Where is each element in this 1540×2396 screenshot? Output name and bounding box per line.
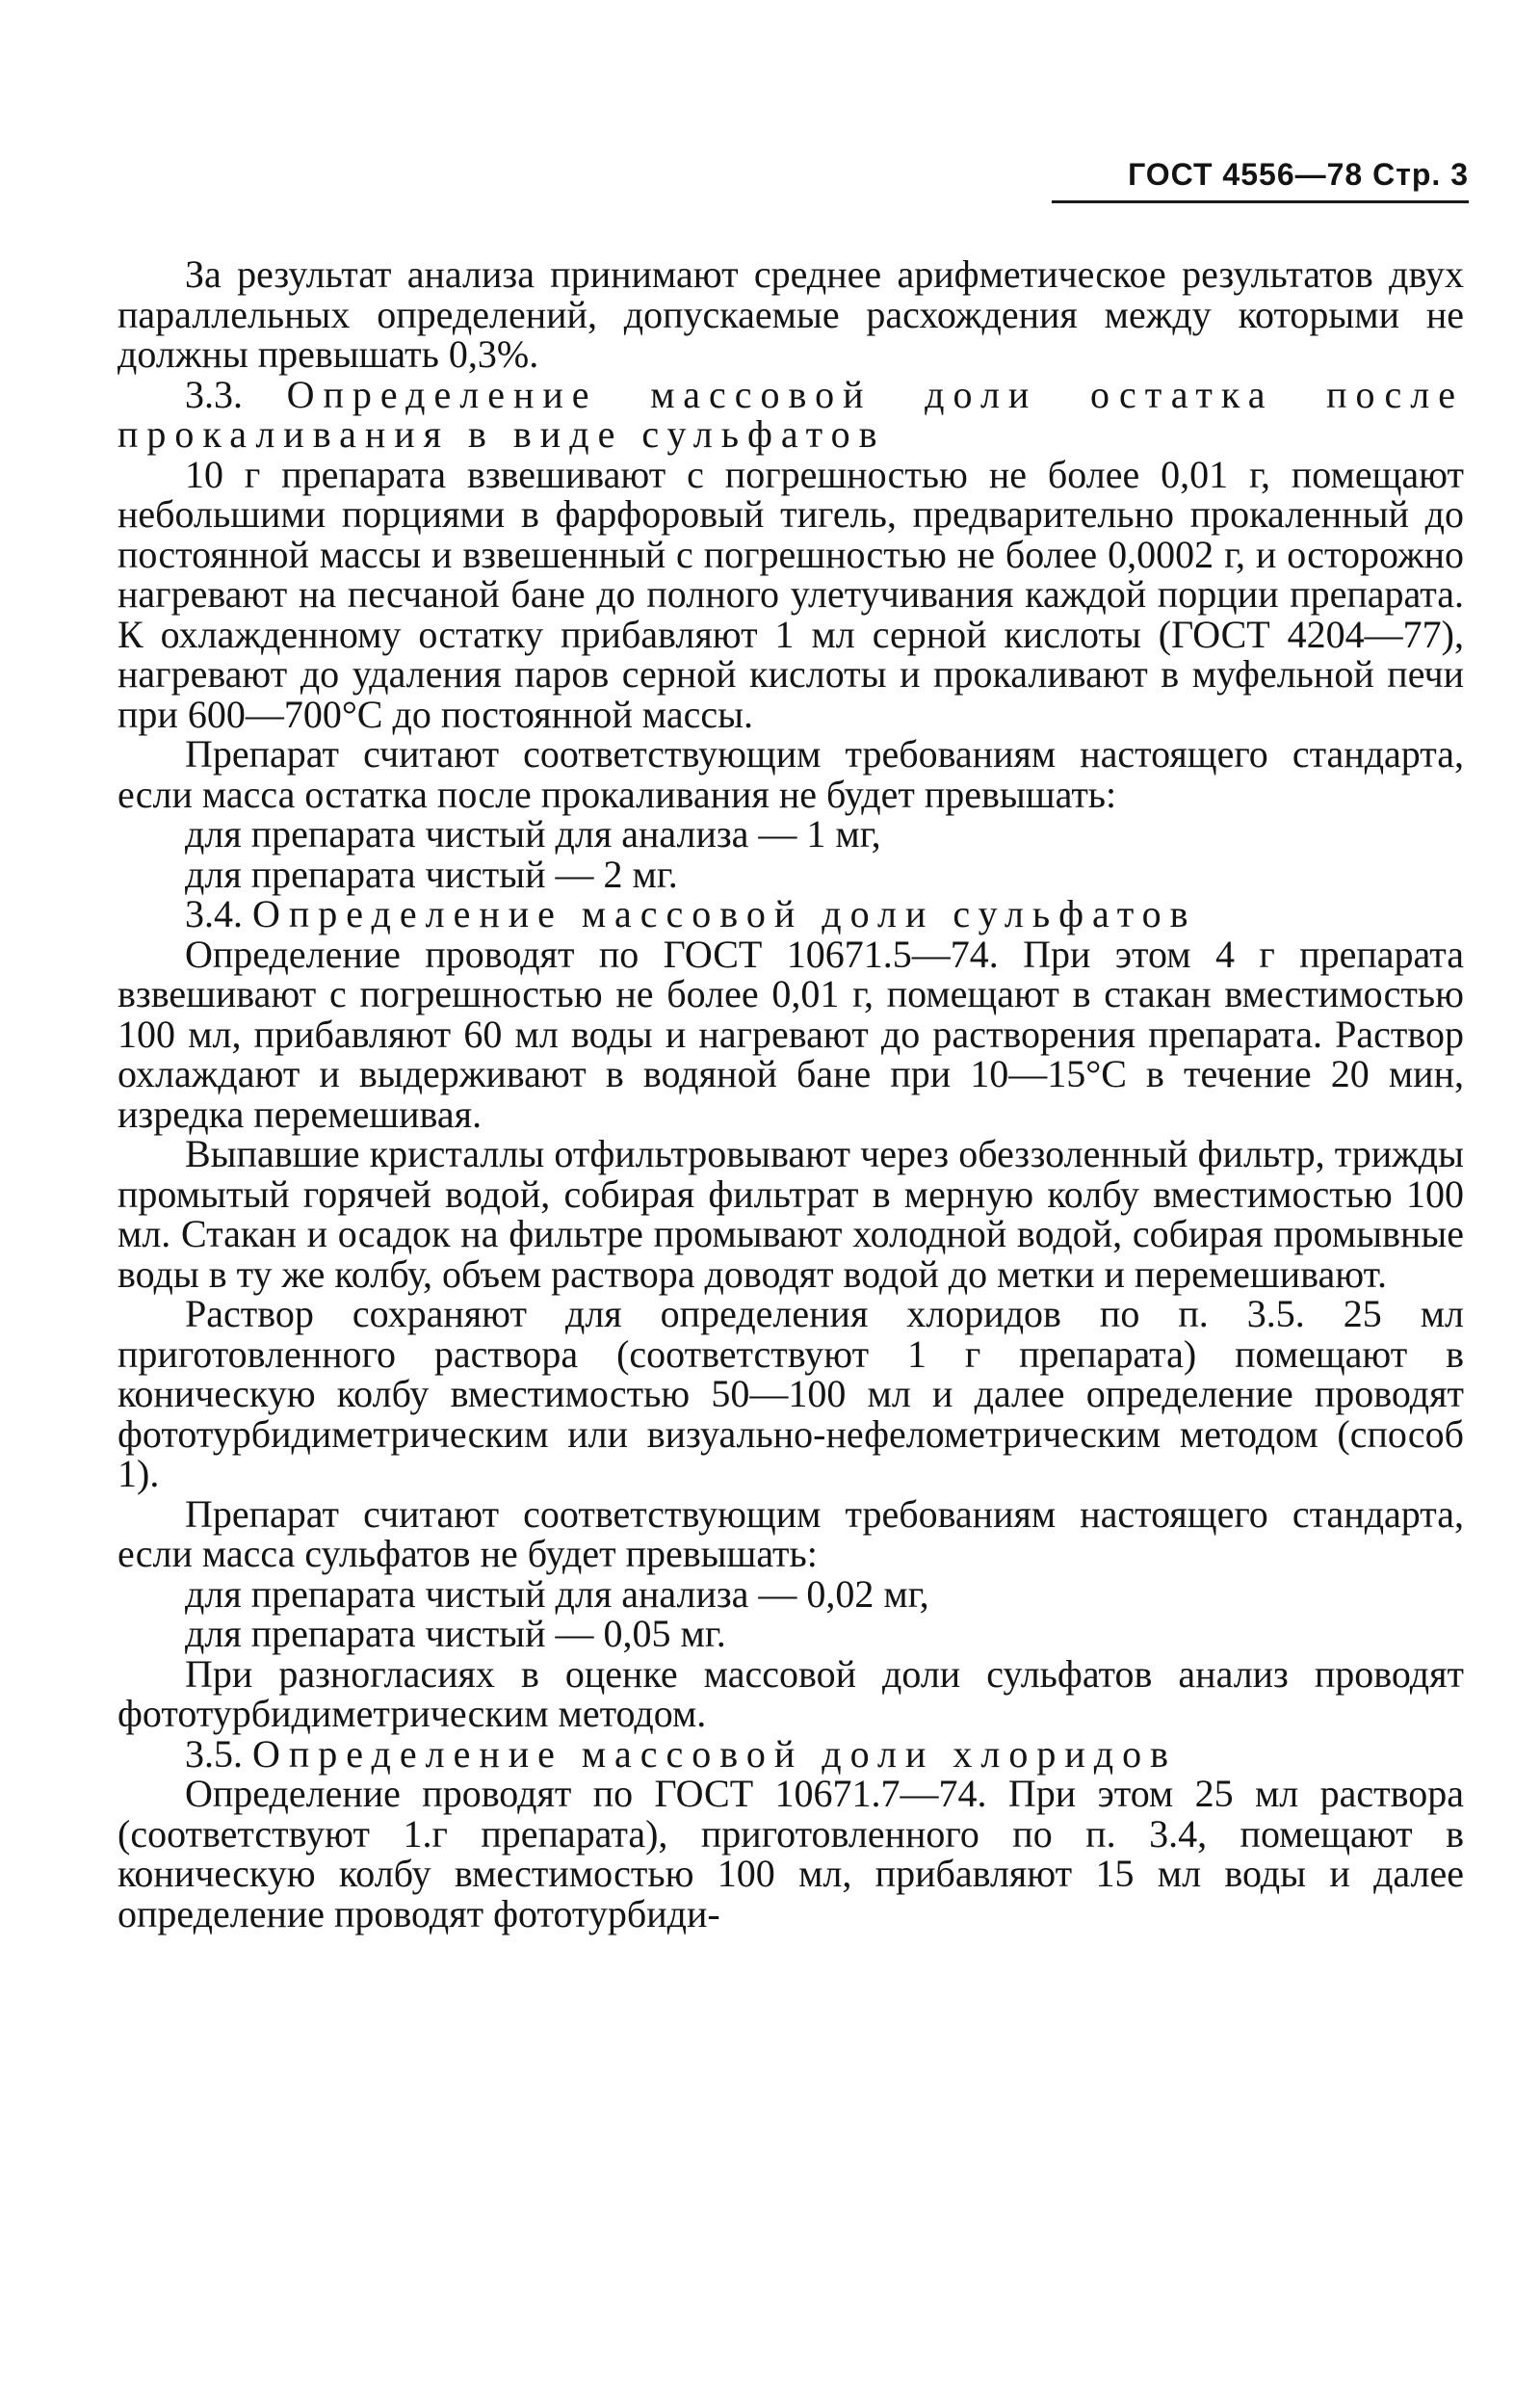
section-title: Определение массовой доли остатка после прокаливания в виде сульфатов (117, 372, 1464, 456)
section-3-5-heading (117, 1731, 1464, 1776)
section-3-4-limit-1: для препарата чистый для анализа — 0,02 мг, (185, 1571, 929, 1616)
section-3-3-paragraph-1: 10 г препарата взвешивают с погрешностью не более 0,01 г, помещают небольшими порциями в фарфоровый тигель, предварительно прокаленный до постоянной массы и взвешенный с погрешностью не более 0,0002 г, и осторожно нагревают на песчаной бане до полного улетучивания каждой порции препарата. К охлажденному остатку прибавляют 1 мл серной кислоты (ГОСТ 4204—77), нагревают до удаления паров серной кислоты и прокаливают в муфельной печи при 600—700°С до постоянной массы. (117, 452, 1464, 736)
section-3-4-paragraph-3: Раствор сохраняют для определения хлоридов по п. 3.5. 25 мл приготовленного раствора (соответствуют 1 г препарата) помещают в коническую колбу вместимостью 50—100 мл и далее определение проводят фототурбидиметрическим или визуально-нефелометрическим методом (способ 1). (117, 1292, 1464, 1495)
paragraph-result: За результат анализа принимают среднее арифметическое результатов двух параллельных определений, допускаемые расхождения между которыми не должны превышать 0,3%. (117, 252, 1464, 376)
section-3-3-limit-1: для препарата чистый для анализа — 1 мг, (185, 812, 881, 856)
section-number: 3.3. (185, 372, 243, 416)
section-3-3-paragraph-2: Препарат считают соответствующим требованиям настоящего стандарта, если масса остатка после прокаливания не будет превышать: (117, 732, 1464, 816)
section-number: 3.4. (185, 892, 243, 935)
section-3-4-limit-2: для препарата чистый — 0,05 мг. (185, 1612, 726, 1655)
section-3-3-heading (117, 372, 1464, 456)
section-3-4-paragraph-2: Выпавшие кристаллы отфильтровывают через обеззоленный фильтр, трижды промытый горячей водой, собирая фильтрат в мерную колбу вместимостью 100 мл. Стакан и осадок на фильтре промывают холодной водой, собирая промывные воды в ту же колбу, объем раствора доводят водой до метки и перемешивают. (117, 1132, 1464, 1296)
section-3-4-paragraph-1: Определение проводят по ГОСТ 10671.5—74. При этом 4 г препарата взвешивают с погрешностью не более 0,01 г, помещают в стакан вместимостью 100 мл, прибавляют 60 мл воды и нагревают до растворения препарата. Раствор охлаждают и выдерживают в водяной бане при 10—15°С в течение 20 мин, изредка перемешивая. (117, 932, 1464, 1136)
section-3-4-paragraph-4: Препарат считают соответствующим требованиям настоящего стандарта, если масса сульфатов не будет превышать: (117, 1491, 1464, 1575)
section-3-4-paragraph-5: При разногласиях в оценке массовой доли сульфатов анализ проводят фототурбидиметрическим методом. (117, 1651, 1464, 1735)
section-3-3-limit-2: для препарата чистый — 2 мг. (185, 852, 678, 896)
section-3-5-paragraph-1: Определение проводят по ГОСТ 10671.7—74. При этом 25 мл раствора (соответствуют 1.г препарата), приготовленного по п. 3.4, помещают в коническую колбу вместимостью 100 мл, прибавляют 15 мл воды и далее определение проводят фототурбиди- (117, 1772, 1464, 1935)
standard-number: ГОСТ 4556—78 (1128, 157, 1364, 192)
page-header (1128, 157, 1469, 193)
body-text (117, 254, 1464, 1934)
section-title: Определение массовой доли хлоридов (252, 1731, 1178, 1776)
section-title: Определение массовой доли сульфатов (252, 892, 1197, 935)
page-number: Стр. 3 (1372, 157, 1469, 192)
section-number: 3.5. (185, 1731, 243, 1776)
header-rule (1052, 200, 1469, 203)
section-3-4-heading (117, 894, 1464, 935)
